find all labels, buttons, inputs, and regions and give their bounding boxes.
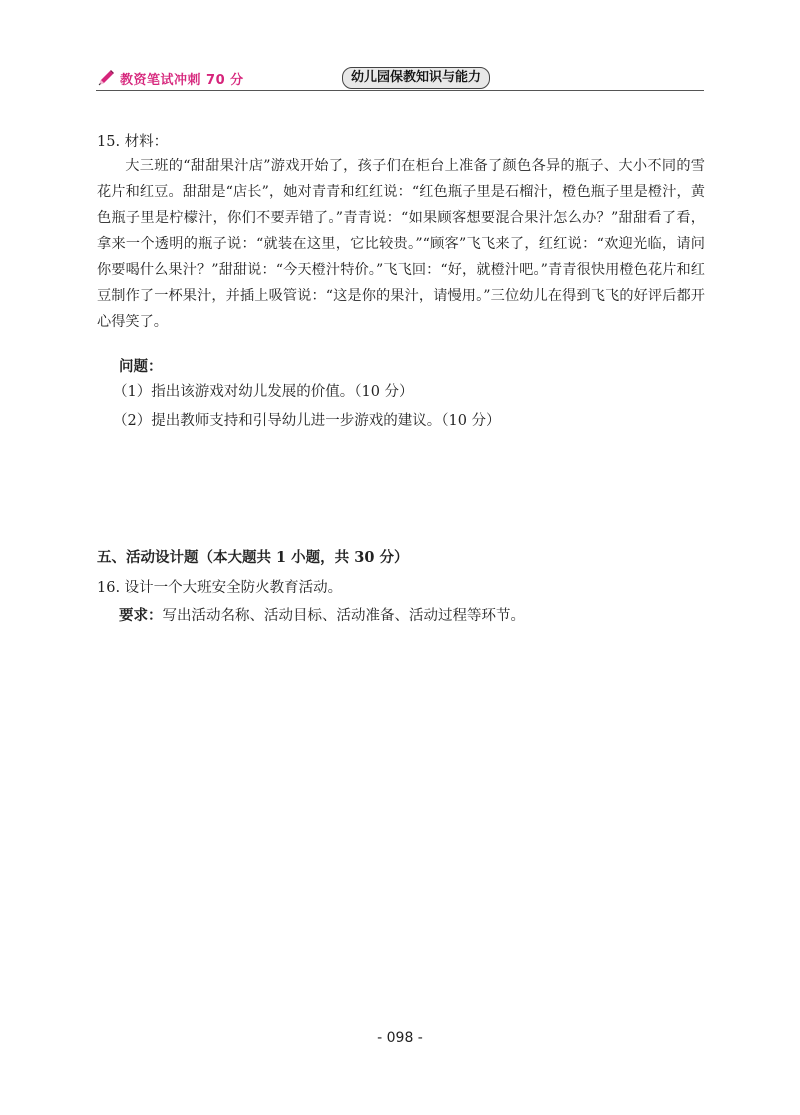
subject-tag: 幼儿园保教知识与能力 [342,67,490,89]
page-number: - 098 - [377,1030,423,1046]
material-text: 大三班的“甜甜果汁店”游戏开始了，孩子们在柜台上准备了颜色各异的瓶子、大小不同的雪花片和红豆。甜甜是“店长”，她对青青和红红说：“红色瓶子里是石榴汁，橙色瓶子里是橙汁，黄色瓶子里是柠檬汁，你们不要弄错了。”青青说：“如果顾客想要混合果汁怎么办？”甜甜看了看，拿来一个透明的瓶子说：“就装在这里，它比较贵。”“顾客”飞飞来了，红红说：“欢迎光临，请问你要喝什么果汁？”甜甜说：“今天橙汁特价。”飞飞回：“好，就橙汁吧。”青青很快用橙色花片和红豆制作了一杯果汁，并插上吸管说：“这是你的果汁，请慢用。”三位幼儿在得到飞飞的好评后都开心得笑了。 [97,158,705,330]
sub-question-2: （2）提出教师支持和引导幼儿进一步游戏的建议。（10 分） [113,413,501,429]
requirement-text: 写出活动名称、活动目标、活动准备、活动过程等环节。 [162,608,525,624]
series-title: 教资笔试冲刺 70 分 [120,73,244,88]
question-label: 问题： [119,358,163,375]
question-16-requirement [119,604,525,625]
requirement-label: 要求： [119,607,163,624]
header-divider [96,90,704,91]
question-16-title: 16. 设计一个大班安全防火教育活动。 [97,580,343,596]
section-5-heading: 五、活动设计题（本大题共 1 小题，共 30 分） [97,549,409,566]
sub-question-1: （1）指出该游戏对幼儿发展的价值。（10 分） [113,384,414,400]
question-15-title: 15. 材料： [97,134,169,150]
pencil-icon [96,68,116,88]
question-15-material [97,153,705,335]
page-header [96,66,704,90]
